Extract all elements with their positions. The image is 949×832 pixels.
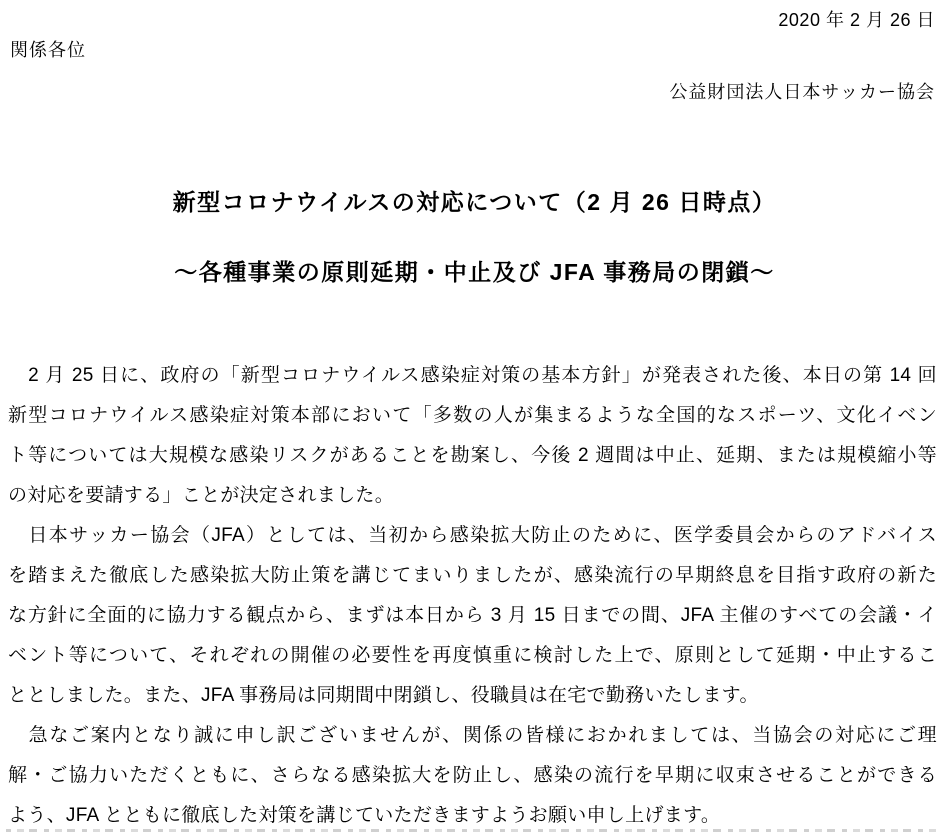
document-title: 新型コロナウイルスの対応について（2 月 26 日時点）: [172, 189, 777, 215]
body-line: 解・ご協力いただくともに、さらなる感染拡大を防止し、感染の流行を早期に収束させることができる: [8, 765, 937, 786]
paragraph-3: [8, 716, 937, 832]
body-line: の対応を要請する」ことが決定されました。: [8, 485, 395, 506]
body-line: よう、JFA とともに徹底した対策を講じていただきますようお願い申し上げます。: [8, 805, 721, 826]
body-line: ベント等について、それぞれの開催の必要性を再度慎重に検討した上で、原則として延期・中止するこ: [8, 645, 937, 666]
body-line: 新型コロナウイルス感染症対策本部において「多数の人が集まるような全国的なスポーツ、文化イベン: [8, 405, 937, 426]
document-date: 2020 年 2 月 26 日: [778, 10, 935, 30]
body-line: ト等については大規模な感染リスクがあることを勘案し、今後 2 週間は中止、延期、または規模縮小等: [8, 445, 937, 466]
organization-name: 公益財団法人日本サッカー協会: [669, 82, 935, 102]
document-body: [8, 356, 937, 832]
body-line: ととしました。また、JFA 事務局は同期間中閉鎖し、役職員は在宅で勤務いたします。: [8, 685, 759, 706]
recipient-line: 関係各位: [10, 40, 86, 60]
document-subtitle: ～各種事業の原則延期・中止及び JFA 事務局の閉鎖～: [174, 259, 775, 285]
body-line: 日本サッカー協会（JFA）としては、当初から感染拡大防止のために、医学委員会からのアドバイス: [8, 525, 937, 546]
body-line: な方針に全面的に協力する観点から、まずは本日から 3 月 15 日までの間、JFA 主催のすべての会議・イ: [8, 605, 937, 626]
paragraph-1: [8, 356, 937, 516]
body-line: 急なご案内となり誠に申し訳ございませんが、関係の皆様におかれましては、当協会の対応にご理: [8, 725, 937, 746]
body-line: 2 月 25 日に、政府の「新型コロナウイルス感染症対策の基本方針」が発表された後、本日の第 14 回: [8, 365, 937, 386]
body-line: を踏まえた徹底した感染拡大防止策を講じてまいりましたが、感染流行の早期終息を目指す政府の新た: [8, 565, 937, 586]
paragraph-2: [8, 516, 937, 716]
